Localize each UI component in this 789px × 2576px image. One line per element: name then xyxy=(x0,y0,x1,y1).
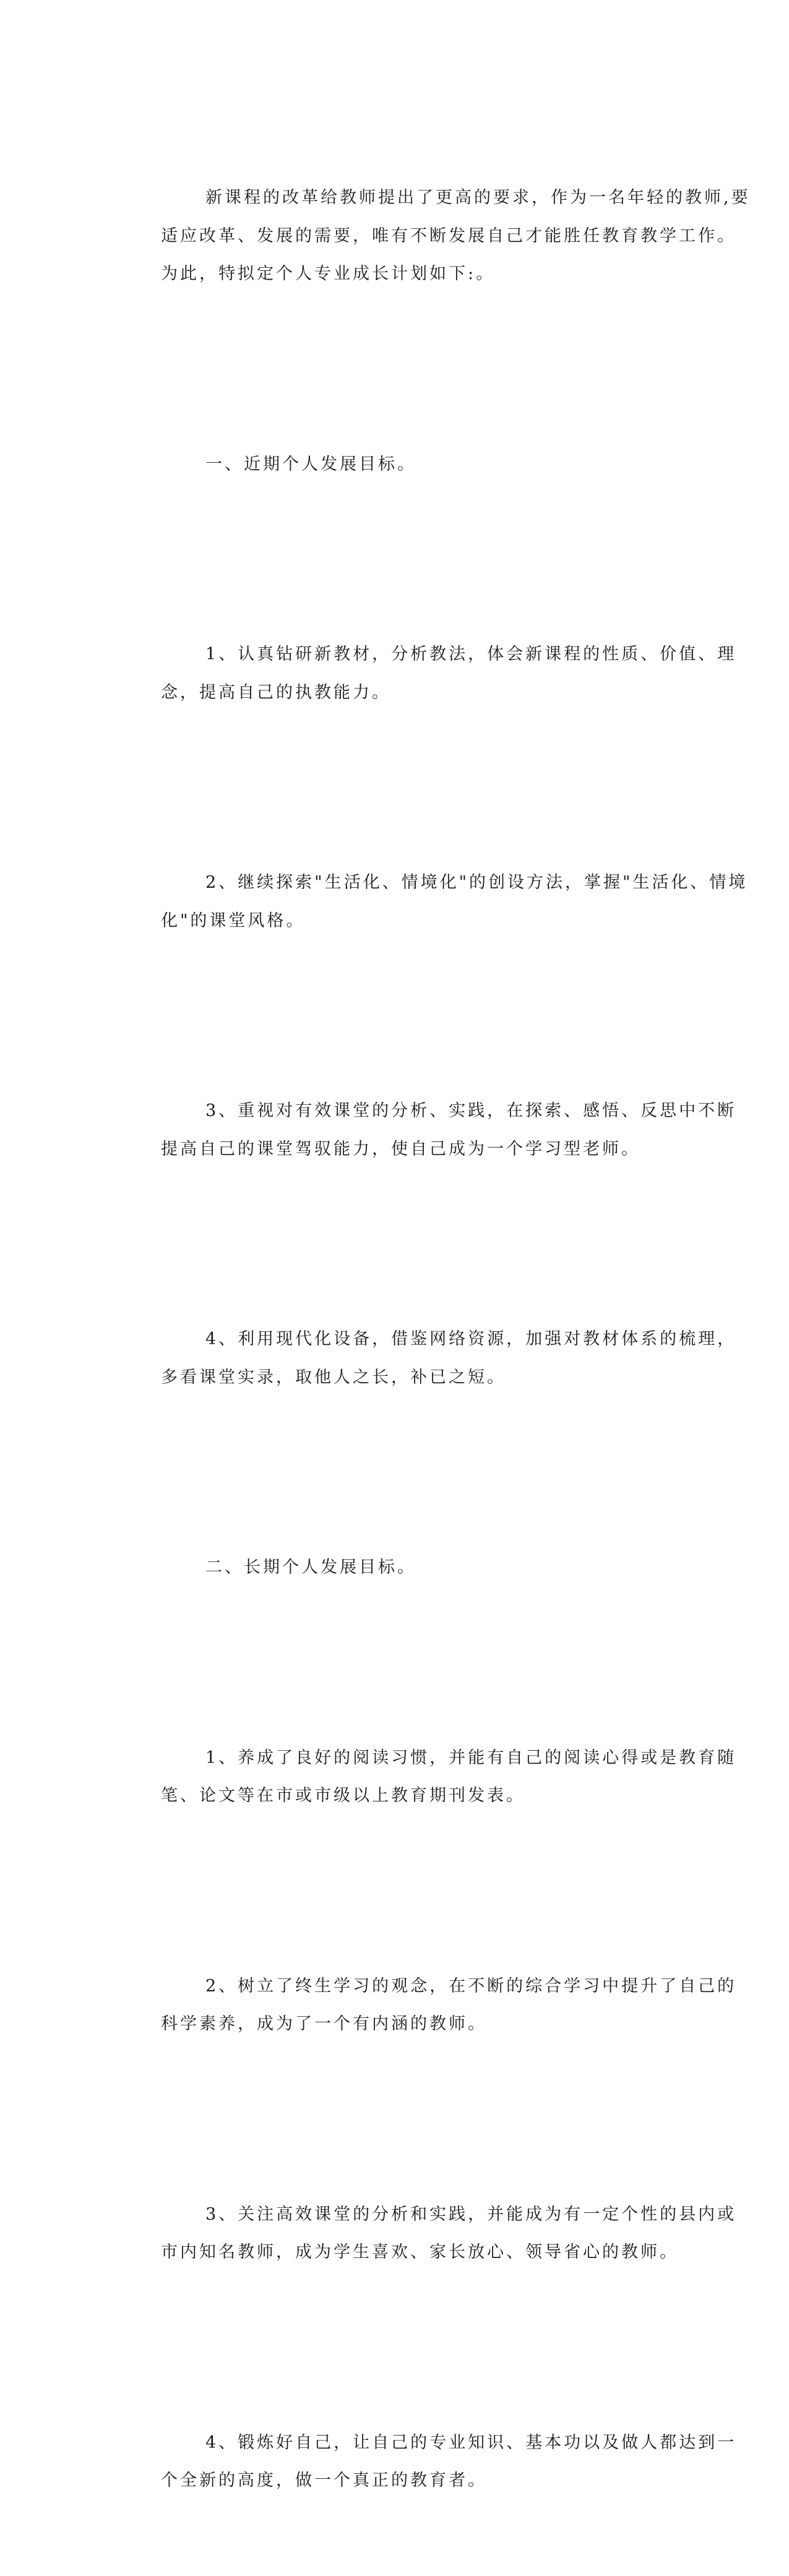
near-term-item-4 xyxy=(116,1244,737,1472)
text-line: 3、重视对有效课堂的分析、实践，在探索、感悟、反思中不断 xyxy=(205,1101,737,1120)
text-line: 科学素养，成为了一个有内涵的教师。 xyxy=(161,2014,487,2033)
text-line: 念，提高自己的执教能力。 xyxy=(161,682,391,702)
long-term-item-3 xyxy=(116,2119,737,2348)
text-line: 4、利用现代化设备，借鉴网络资源，加强对教材体系的梳理， xyxy=(205,1329,737,1349)
intro-paragraph xyxy=(116,103,751,369)
text-line: 2、树立了终生学习的观念，在不断的综合学习中提升了自己的 xyxy=(205,1976,737,1996)
text-line: 多看课堂实录，取他人之长，补已之短。 xyxy=(161,1367,506,1387)
text-line: 新课程的改革给教师提出了更高的要求，作为一名年轻的教师,要 xyxy=(205,188,751,207)
text-line: 市内知名教师，成为学生喜欢、家长放心、领导省心的教师。 xyxy=(161,2243,679,2262)
text-line: 笔、论文等在市或市级以上教育期刊发表。 xyxy=(161,1786,525,1805)
text-line: 个全新的高度，做一个真正的教育者。 xyxy=(161,2471,487,2490)
document-body xyxy=(116,103,751,2576)
near-term-item-1 xyxy=(116,559,737,788)
long-term-item-2 xyxy=(116,1891,737,2119)
text-line: 提高自己的课堂驾驭能力，使自己成为一个学习型老师。 xyxy=(161,1139,640,1159)
text-line: 3、关注高效课堂的分析和实践，并能成为有一定个性的县内或 xyxy=(205,2204,737,2224)
text-line: 为此，特拟定个人专业成长计划如下:。 xyxy=(161,264,496,283)
text-line: 2、继续探索"生活化、情境化"的创设方法，掌握"生活化、情境 xyxy=(205,873,748,892)
near-term-item-2 xyxy=(116,788,748,1016)
text-line: 一、近期个人发展目标。 xyxy=(205,454,416,474)
section-heading-near-term xyxy=(116,369,661,560)
long-term-item-4 xyxy=(116,2348,737,2576)
section-heading-long-term xyxy=(116,1472,661,1663)
near-term-item-3 xyxy=(116,1016,737,1244)
text-line: 适应改革、发展的需要，唯有不断发展自己才能胜任教育教学工作。 xyxy=(161,226,736,246)
text-line: 化"的课堂风格。 xyxy=(161,911,306,930)
text-line: 二、长期个人发展目标。 xyxy=(205,1558,416,1577)
text-line: 4、锻炼好自己，让自己的专业知识、基本功以及做人都达到一 xyxy=(205,2432,737,2452)
text-line: 1、认真钻研新教材，分析教法，体会新课程的性质、价值、理 xyxy=(205,645,737,664)
text-line: 1、养成了良好的阅读习惯，并能有自己的阅读心得或是教育随 xyxy=(205,1748,737,1767)
long-term-item-1 xyxy=(116,1663,737,1891)
